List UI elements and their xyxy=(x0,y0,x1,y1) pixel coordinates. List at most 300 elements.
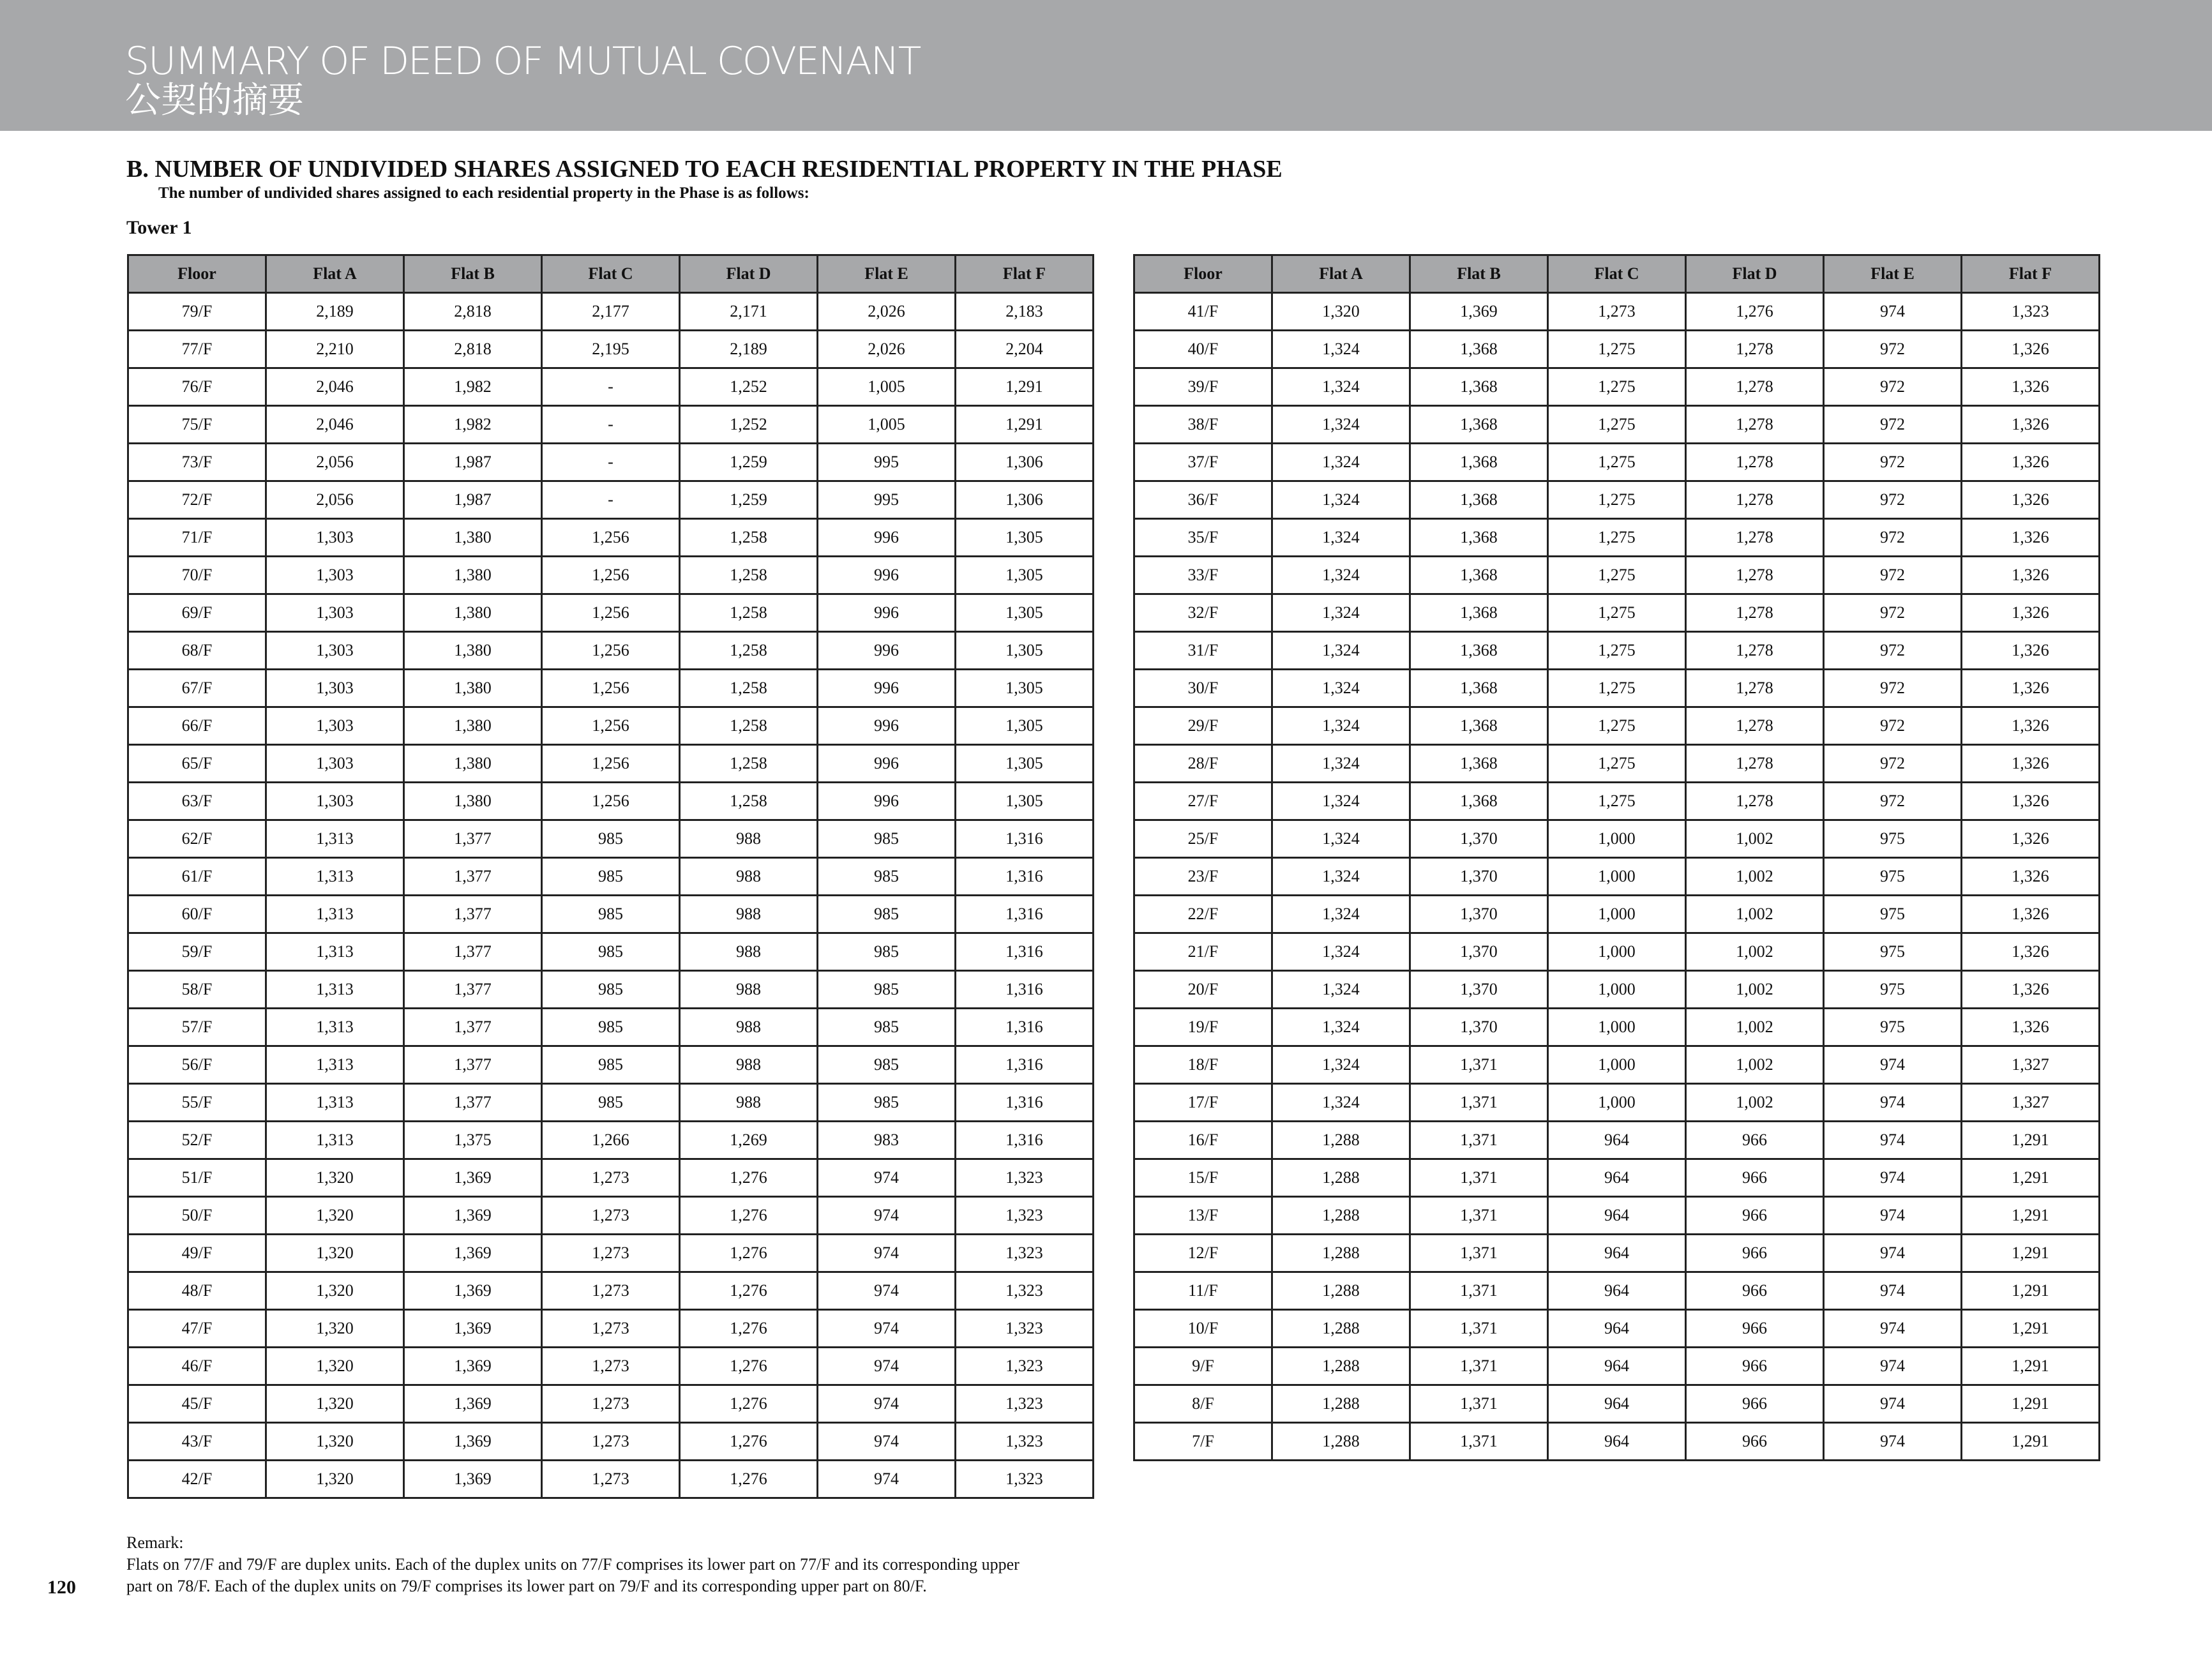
table-row xyxy=(128,1385,1094,1423)
shares-cell: 972 xyxy=(1824,481,1962,519)
shares-cell: 1,326 xyxy=(1962,933,2100,971)
shares-cell: 1,273 xyxy=(1548,293,1686,331)
shares-cell: 1,369 xyxy=(404,1235,542,1272)
table-row xyxy=(128,1084,1094,1122)
shares-cell: 1,324 xyxy=(1272,368,1410,406)
table-row xyxy=(1134,519,2100,557)
shares-cell: 1,291 xyxy=(1962,1197,2100,1235)
shares-cell: 972 xyxy=(1824,519,1962,557)
shares-cell: 985 xyxy=(818,1009,956,1046)
shares-cell: 988 xyxy=(680,1009,818,1046)
shares-cell: 1,324 xyxy=(1272,820,1410,858)
floor-cell: 31/F xyxy=(1134,632,1272,670)
shares-cell: 1,380 xyxy=(404,783,542,820)
shares-cell: 1,278 xyxy=(1686,368,1824,406)
floor-cell: 61/F xyxy=(128,858,266,896)
shares-cell: 974 xyxy=(1824,1385,1962,1423)
table-row xyxy=(1134,1197,2100,1235)
shares-cell: 1,326 xyxy=(1962,858,2100,896)
floor-cell: 18/F xyxy=(1134,1046,1272,1084)
shares-cell: 974 xyxy=(818,1348,956,1385)
floor-cell: 21/F xyxy=(1134,933,1272,971)
shares-cell: 1,256 xyxy=(542,557,680,594)
shares-cell: 1,380 xyxy=(404,519,542,557)
shares-cell: 966 xyxy=(1686,1423,1824,1461)
shares-cell: 1,291 xyxy=(1962,1423,2100,1461)
shares-cell: 1,000 xyxy=(1548,1046,1686,1084)
floor-cell: 37/F xyxy=(1134,444,1272,481)
shares-cell: 1,313 xyxy=(266,858,404,896)
column-header: Flat C xyxy=(542,255,680,293)
shares-cell: 1,273 xyxy=(542,1197,680,1235)
floor-cell: 17/F xyxy=(1134,1084,1272,1122)
shares-cell: 996 xyxy=(818,745,956,783)
shares-cell: 1,256 xyxy=(542,745,680,783)
shares-cell: 2,818 xyxy=(404,331,542,368)
floor-cell: 63/F xyxy=(128,783,266,820)
floor-cell: 33/F xyxy=(1134,557,1272,594)
shares-cell: 974 xyxy=(818,1423,956,1461)
shares-cell: 1,326 xyxy=(1962,670,2100,707)
table-header-row xyxy=(128,255,1094,293)
table-row xyxy=(1134,783,2100,820)
shares-cell: 1,256 xyxy=(542,670,680,707)
shares-cell: 964 xyxy=(1548,1423,1686,1461)
shares-cell: 985 xyxy=(818,858,956,896)
shares-cell: 1,275 xyxy=(1548,783,1686,820)
floor-cell: 75/F xyxy=(128,406,266,444)
floor-cell: 56/F xyxy=(128,1046,266,1084)
shares-cell: 1,320 xyxy=(266,1461,404,1498)
table-row xyxy=(128,481,1094,519)
shares-cell: 2,177 xyxy=(542,293,680,331)
shares-cell: 1,256 xyxy=(542,707,680,745)
shares-cell: 974 xyxy=(1824,1046,1962,1084)
shares-cell: 1,002 xyxy=(1686,971,1824,1009)
shares-cell: 966 xyxy=(1686,1385,1824,1423)
floor-cell: 30/F xyxy=(1134,670,1272,707)
shares-cell: 975 xyxy=(1824,971,1962,1009)
shares-cell: 1,326 xyxy=(1962,783,2100,820)
page-title-zh: 公契的摘要 xyxy=(125,80,304,121)
shares-cell: 1,259 xyxy=(680,444,818,481)
table-row xyxy=(128,368,1094,406)
shares-cell: 1,370 xyxy=(1410,820,1548,858)
shares-cell: 1,316 xyxy=(956,858,1094,896)
shares-cell: 1,323 xyxy=(1962,293,2100,331)
shares-cell: 1,273 xyxy=(542,1461,680,1498)
shares-cell: 1,368 xyxy=(1410,331,1548,368)
shares-cell: 1,275 xyxy=(1548,557,1686,594)
shares-cell: 974 xyxy=(818,1385,956,1423)
shares-cell: 1,278 xyxy=(1686,557,1824,594)
floor-cell: 47/F xyxy=(128,1310,266,1348)
floor-cell: 52/F xyxy=(128,1122,266,1159)
shares-cell: 2,046 xyxy=(266,406,404,444)
shares-cell: 1,316 xyxy=(956,1084,1094,1122)
shares-cell: 974 xyxy=(818,1461,956,1498)
shares-cell: 985 xyxy=(542,858,680,896)
shares-cell: 964 xyxy=(1548,1122,1686,1159)
shares-cell: 1,368 xyxy=(1410,406,1548,444)
shares-cell: 1,276 xyxy=(680,1461,818,1498)
floor-cell: 23/F xyxy=(1134,858,1272,896)
shares-cell: 964 xyxy=(1548,1197,1686,1235)
table-row xyxy=(128,1272,1094,1310)
shares-cell: 985 xyxy=(542,1009,680,1046)
shares-cell: 1,291 xyxy=(1962,1272,2100,1310)
column-header: Flat C xyxy=(1548,255,1686,293)
shares-cell: 985 xyxy=(818,933,956,971)
shares-cell: 1,273 xyxy=(542,1159,680,1197)
shares-cell: 1,324 xyxy=(1272,1084,1410,1122)
floor-cell: 7/F xyxy=(1134,1423,1272,1461)
shares-cell: 1,323 xyxy=(956,1159,1094,1197)
table-row xyxy=(1134,707,2100,745)
floor-cell: 8/F xyxy=(1134,1385,1272,1423)
shares-cell: 1,258 xyxy=(680,745,818,783)
shares-cell: 1,323 xyxy=(956,1348,1094,1385)
shares-cell: 1,313 xyxy=(266,933,404,971)
shares-cell: 1,326 xyxy=(1962,820,2100,858)
shares-cell: 972 xyxy=(1824,557,1962,594)
floor-cell: 42/F xyxy=(128,1461,266,1498)
shares-cell: 1,369 xyxy=(1410,293,1548,331)
shares-cell: 1,002 xyxy=(1686,1084,1824,1122)
floor-cell: 19/F xyxy=(1134,1009,1272,1046)
column-header: Flat F xyxy=(956,255,1094,293)
shares-cell: 1,327 xyxy=(1962,1084,2100,1122)
shares-cell: 1,380 xyxy=(404,745,542,783)
column-header: Flat A xyxy=(1272,255,1410,293)
shares-cell: 996 xyxy=(818,783,956,820)
shares-cell: - xyxy=(542,368,680,406)
floor-cell: 12/F xyxy=(1134,1235,1272,1272)
shares-cell: 1,375 xyxy=(404,1122,542,1159)
shares-cell: 1,291 xyxy=(1962,1348,2100,1385)
shares-cell: 1,320 xyxy=(266,1197,404,1235)
floor-cell: 27/F xyxy=(1134,783,1272,820)
remark-line: part on 78/F. Each of the duplex units on 79/F comprises its lower part on 79/F and its corresponding upper part on 80/F. xyxy=(126,1577,927,1595)
shares-cell: 1,368 xyxy=(1410,745,1548,783)
shares-cell: 1,291 xyxy=(1962,1310,2100,1348)
table-row xyxy=(1134,1272,2100,1310)
shares-cell: 1,377 xyxy=(404,858,542,896)
shares-cell: 1,288 xyxy=(1272,1159,1410,1197)
shares-cell: 1,000 xyxy=(1548,971,1686,1009)
shares-cell: 1,256 xyxy=(542,632,680,670)
shares-cell: 1,368 xyxy=(1410,368,1548,406)
shares-cell: 1,316 xyxy=(956,1046,1094,1084)
shares-cell: 1,303 xyxy=(266,707,404,745)
shares-cell: 985 xyxy=(542,1084,680,1122)
shares-cell: 966 xyxy=(1686,1159,1824,1197)
floor-cell: 55/F xyxy=(128,1084,266,1122)
shares-cell: 1,377 xyxy=(404,1009,542,1046)
floor-cell: 35/F xyxy=(1134,519,1272,557)
shares-cell: 1,002 xyxy=(1686,858,1824,896)
shares-cell: 985 xyxy=(818,896,956,933)
shares-cell: 1,276 xyxy=(680,1423,818,1461)
shares-cell: 1,323 xyxy=(956,1385,1094,1423)
table-row xyxy=(128,933,1094,971)
shares-cell: 1,258 xyxy=(680,707,818,745)
shares-cell: 974 xyxy=(818,1310,956,1348)
shares-cell: 1,369 xyxy=(404,1423,542,1461)
table-row xyxy=(1134,933,2100,971)
table-row xyxy=(1134,971,2100,1009)
shares-cell: 988 xyxy=(680,896,818,933)
shares-cell: 975 xyxy=(1824,933,1962,971)
shares-cell: 1,000 xyxy=(1548,1009,1686,1046)
shares-cell: 972 xyxy=(1824,406,1962,444)
table-row xyxy=(128,896,1094,933)
shares-cell: 996 xyxy=(818,632,956,670)
floor-cell: 40/F xyxy=(1134,331,1272,368)
shares-cell: 1,371 xyxy=(1410,1423,1548,1461)
shares-cell: 1,326 xyxy=(1962,406,2100,444)
shares-cell: 2,026 xyxy=(818,293,956,331)
shares-cell: 1,380 xyxy=(404,632,542,670)
shares-cell: 1,368 xyxy=(1410,670,1548,707)
shares-cell: 2,189 xyxy=(680,331,818,368)
shares-cell: 1,324 xyxy=(1272,745,1410,783)
shares-cell: 1,982 xyxy=(404,406,542,444)
floor-cell: 77/F xyxy=(128,331,266,368)
shares-cell: 1,326 xyxy=(1962,519,2100,557)
shares-cell: 1,316 xyxy=(956,933,1094,971)
shares-cell: 996 xyxy=(818,557,956,594)
shares-cell: 1,313 xyxy=(266,1009,404,1046)
shares-cell: 985 xyxy=(818,1046,956,1084)
shares-cell: 1,278 xyxy=(1686,594,1824,632)
shares-cell: 1,368 xyxy=(1410,707,1548,745)
column-header: Flat E xyxy=(818,255,956,293)
shares-cell: 996 xyxy=(818,519,956,557)
shares-cell: 972 xyxy=(1824,745,1962,783)
shares-cell: 1,288 xyxy=(1272,1385,1410,1423)
column-header: Flat E xyxy=(1824,255,1962,293)
floor-cell: 79/F xyxy=(128,293,266,331)
shares-cell: 974 xyxy=(818,1235,956,1272)
table-row xyxy=(128,783,1094,820)
shares-cell: 1,323 xyxy=(956,1235,1094,1272)
shares-cell: 1,256 xyxy=(542,783,680,820)
shares-cell: 1,273 xyxy=(542,1348,680,1385)
shares-cell: 975 xyxy=(1824,896,1962,933)
shares-cell: 1,370 xyxy=(1410,1009,1548,1046)
shares-cell: 1,278 xyxy=(1686,632,1824,670)
shares-cell: 1,371 xyxy=(1410,1235,1548,1272)
shares-cell: 966 xyxy=(1686,1122,1824,1159)
floor-cell: 70/F xyxy=(128,557,266,594)
shares-cell: 2,210 xyxy=(266,331,404,368)
shares-cell: 1,324 xyxy=(1272,481,1410,519)
shares-cell: 1,324 xyxy=(1272,331,1410,368)
table-row xyxy=(1134,1046,2100,1084)
shares-cell: 1,369 xyxy=(404,1385,542,1423)
floor-cell: 16/F xyxy=(1134,1122,1272,1159)
floor-cell: 60/F xyxy=(128,896,266,933)
shares-cell: 972 xyxy=(1824,670,1962,707)
shares-cell: 988 xyxy=(680,971,818,1009)
floor-cell: 57/F xyxy=(128,1009,266,1046)
shares-cell: 1,320 xyxy=(266,1310,404,1348)
shares-cell: 972 xyxy=(1824,444,1962,481)
shares-cell: 1,278 xyxy=(1686,519,1824,557)
column-header: Flat D xyxy=(680,255,818,293)
table-row xyxy=(1134,670,2100,707)
shares-cell: 1,291 xyxy=(1962,1235,2100,1272)
floor-cell: 9/F xyxy=(1134,1348,1272,1385)
shares-cell: 1,324 xyxy=(1272,896,1410,933)
shares-cell: 1,275 xyxy=(1548,707,1686,745)
shares-cell: 1,305 xyxy=(956,632,1094,670)
floor-cell: 48/F xyxy=(128,1272,266,1310)
floor-cell: 76/F xyxy=(128,368,266,406)
floor-cell: 45/F xyxy=(128,1385,266,1423)
shares-cell: 1,303 xyxy=(266,557,404,594)
shares-cell: 985 xyxy=(542,896,680,933)
shares-cell: 1,377 xyxy=(404,1046,542,1084)
shares-cell: 1,259 xyxy=(680,481,818,519)
shares-cell: 1,000 xyxy=(1548,858,1686,896)
shares-cell: 1,313 xyxy=(266,896,404,933)
shares-cell: 1,316 xyxy=(956,971,1094,1009)
section-subheading: The number of undivided shares assigned to each residential property in the Phase is as follows: xyxy=(158,184,809,202)
shares-cell: 1,324 xyxy=(1272,1046,1410,1084)
shares-cell: 974 xyxy=(818,1197,956,1235)
shares-cell: 975 xyxy=(1824,820,1962,858)
floor-cell: 67/F xyxy=(128,670,266,707)
floor-cell: 32/F xyxy=(1134,594,1272,632)
shares-cell: 1,368 xyxy=(1410,632,1548,670)
shares-cell: 1,369 xyxy=(404,1310,542,1348)
shares-cell: 1,275 xyxy=(1548,444,1686,481)
shares-cell: 2,171 xyxy=(680,293,818,331)
shares-cell: 974 xyxy=(1824,1235,1962,1272)
shares-cell: 1,002 xyxy=(1686,1009,1824,1046)
table-row xyxy=(1134,481,2100,519)
shares-cell: 983 xyxy=(818,1122,956,1159)
shares-cell: 1,323 xyxy=(956,1310,1094,1348)
table-row xyxy=(1134,406,2100,444)
table-row xyxy=(128,1310,1094,1348)
floor-cell: 51/F xyxy=(128,1159,266,1197)
shares-cell: 1,326 xyxy=(1962,971,2100,1009)
shares-cell: 1,371 xyxy=(1410,1348,1548,1385)
shares-cell: 2,056 xyxy=(266,444,404,481)
shares-cell: 972 xyxy=(1824,594,1962,632)
shares-cell: 1,305 xyxy=(956,594,1094,632)
shares-cell: 1,305 xyxy=(956,519,1094,557)
shares-table-lower-floors xyxy=(1133,254,2100,1461)
shares-cell: 1,291 xyxy=(1962,1159,2100,1197)
table-row xyxy=(1134,858,2100,896)
shares-cell: 1,323 xyxy=(956,1461,1094,1498)
table-row xyxy=(128,1423,1094,1461)
floor-cell: 25/F xyxy=(1134,820,1272,858)
header-banner xyxy=(0,0,2212,131)
shares-cell: 995 xyxy=(818,444,956,481)
shares-cell: 1,258 xyxy=(680,783,818,820)
table-row xyxy=(1134,293,2100,331)
shares-cell: 964 xyxy=(1548,1272,1686,1310)
shares-cell: 1,278 xyxy=(1686,331,1824,368)
shares-cell: 1,291 xyxy=(1962,1385,2100,1423)
shares-cell: 1,291 xyxy=(956,406,1094,444)
shares-cell: 1,326 xyxy=(1962,745,2100,783)
shares-cell: 1,368 xyxy=(1410,783,1548,820)
shares-cell: 1,380 xyxy=(404,594,542,632)
shares-cell: 1,278 xyxy=(1686,444,1824,481)
shares-cell: 1,316 xyxy=(956,896,1094,933)
shares-cell: 1,275 xyxy=(1548,594,1686,632)
shares-cell: 1,371 xyxy=(1410,1272,1548,1310)
shares-cell: 974 xyxy=(1824,1122,1962,1159)
shares-cell: 1,269 xyxy=(680,1122,818,1159)
shares-cell: 1,987 xyxy=(404,444,542,481)
shares-cell: 1,258 xyxy=(680,557,818,594)
shares-cell: 1,987 xyxy=(404,481,542,519)
floor-cell: 13/F xyxy=(1134,1197,1272,1235)
shares-cell: 1,324 xyxy=(1272,406,1410,444)
shares-cell: 1,368 xyxy=(1410,444,1548,481)
table-row xyxy=(128,444,1094,481)
shares-cell: 1,326 xyxy=(1962,481,2100,519)
shares-cell: 974 xyxy=(1824,1348,1962,1385)
shares-cell: 1,305 xyxy=(956,670,1094,707)
shares-cell: 1,288 xyxy=(1272,1272,1410,1310)
shares-cell: 1,324 xyxy=(1272,707,1410,745)
table-row xyxy=(1134,331,2100,368)
table-row xyxy=(128,1122,1094,1159)
shares-cell: 1,276 xyxy=(680,1272,818,1310)
shares-cell: 1,320 xyxy=(266,1385,404,1423)
table-row xyxy=(128,820,1094,858)
floor-cell: 58/F xyxy=(128,971,266,1009)
shares-cell: 1,278 xyxy=(1686,745,1824,783)
shares-cell: 1,275 xyxy=(1548,745,1686,783)
table-row xyxy=(1134,368,2100,406)
shares-cell: 1,276 xyxy=(680,1159,818,1197)
shares-cell: 2,204 xyxy=(956,331,1094,368)
shares-cell: 1,276 xyxy=(680,1235,818,1272)
table-row xyxy=(128,858,1094,896)
shares-cell: 1,002 xyxy=(1686,896,1824,933)
shares-cell: 1,000 xyxy=(1548,820,1686,858)
shares-cell: 1,313 xyxy=(266,971,404,1009)
table-row xyxy=(128,1197,1094,1235)
floor-cell: 36/F xyxy=(1134,481,1272,519)
floor-cell: 69/F xyxy=(128,594,266,632)
shares-cell: 985 xyxy=(542,820,680,858)
shares-cell: 2,046 xyxy=(266,368,404,406)
table-row xyxy=(128,971,1094,1009)
floor-cell: 68/F xyxy=(128,632,266,670)
table-header-row xyxy=(1134,255,2100,293)
column-header: Flat F xyxy=(1962,255,2100,293)
shares-cell: 1,326 xyxy=(1962,557,2100,594)
shares-cell: 1,371 xyxy=(1410,1385,1548,1423)
shares-cell: 1,275 xyxy=(1548,406,1686,444)
shares-cell: 1,303 xyxy=(266,783,404,820)
remark xyxy=(126,1532,1019,1597)
shares-cell: 1,320 xyxy=(266,1423,404,1461)
shares-cell: 2,056 xyxy=(266,481,404,519)
shares-cell: 1,000 xyxy=(1548,896,1686,933)
shares-cell: 1,369 xyxy=(404,1159,542,1197)
